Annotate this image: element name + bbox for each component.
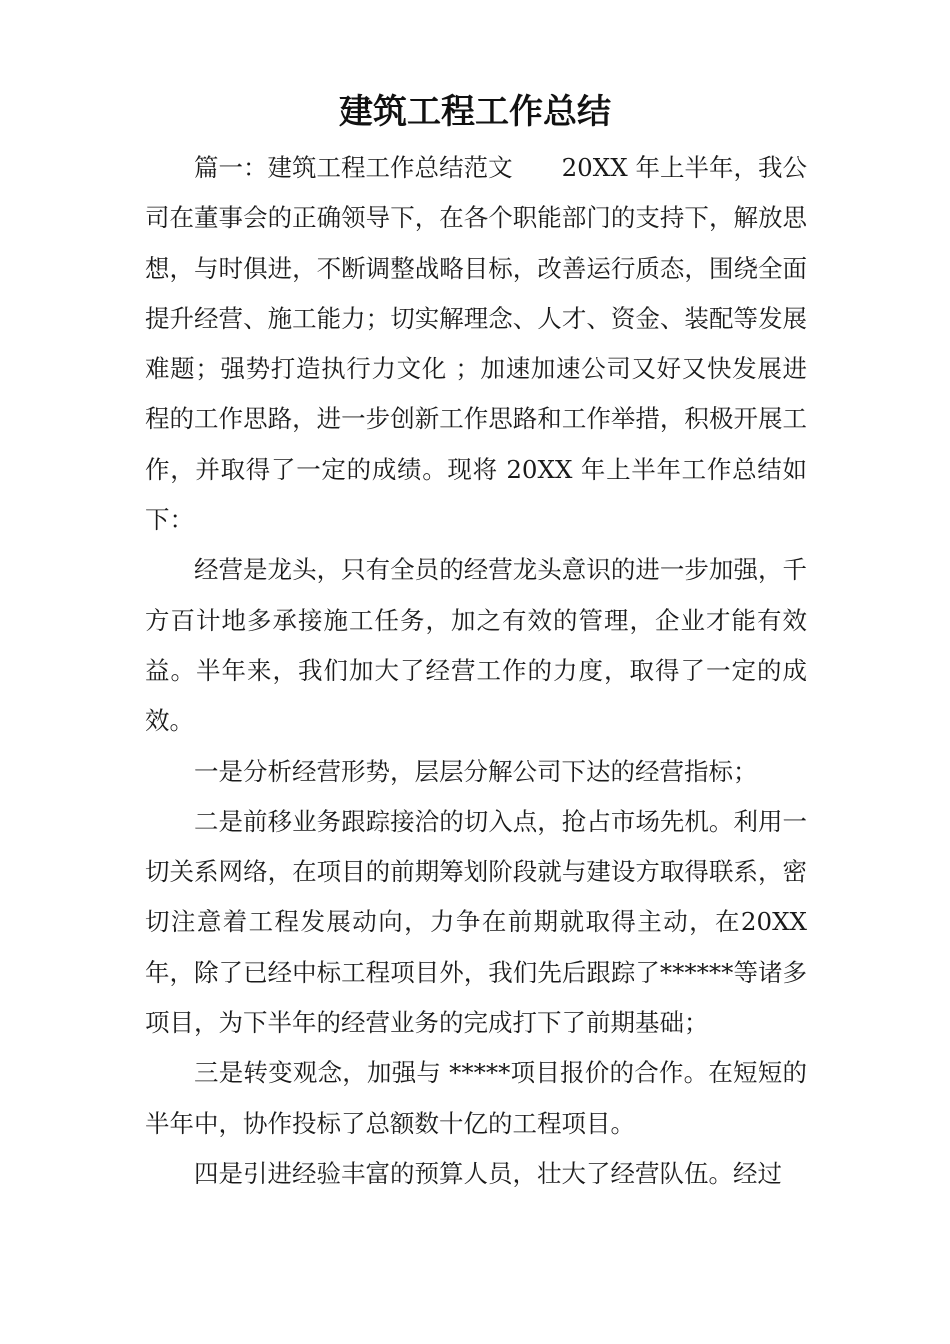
paragraph-business-leadership: 经营是龙头，只有全员的经营龙头意识的进一步加强，千方百计地多承接施工任务，加之有效的管理，企业才能有效益。半年来，我们加大了经营工作的力度，取得了一定的成效。: [145, 555, 807, 736]
paragraph-point-one: 一是分析经营形势，层层分解公司下达的经营指标；: [194, 756, 758, 786]
paragraph-point-four: 四是引进经验丰富的预算人员，壮大了经营队伍。经过: [194, 1158, 782, 1188]
paragraph-intro: 篇一：建筑工程工作总结范文 20XX 年上半年，我公司在董事会的正确领导下，在各个职能部门的支持下，解放思想，与时俱进，不断调整战略目标，改善运行质态，围绕全面提升经营、施工能力；切实解理念、人才、资金、装配等发展难题；强势打造执行力文化 ；加速加速公司又好又快发展进程的工作思路，进一步创新工作思路和工作举措，积极开展工作，并取得了一定的成绩。现将 20XX 年上半年工作总结如下：: [145, 153, 807, 535]
paragraph-point-three: 三是转变观念，加强与 *****项目报价的合作。在短短的半年中，协作投标了总额数十亿的工程项目。: [145, 1058, 807, 1138]
document-body: [145, 143, 807, 1199]
paragraph-point-two: 二是前移业务跟踪接洽的切入点，抢占市场先机。利用一切关系网络，在项目的前期筹划阶段就与建设方取得联系，密切注意着工程发展动向，力争在前期就取得主动，在20XX 年，除了已经中标工程项目外，我们先后跟踪了******等诸多项目，为下半年的经营业务的完成打下了前期基础；: [145, 806, 807, 1038]
document-title: 建筑工程工作总结: [339, 92, 611, 132]
